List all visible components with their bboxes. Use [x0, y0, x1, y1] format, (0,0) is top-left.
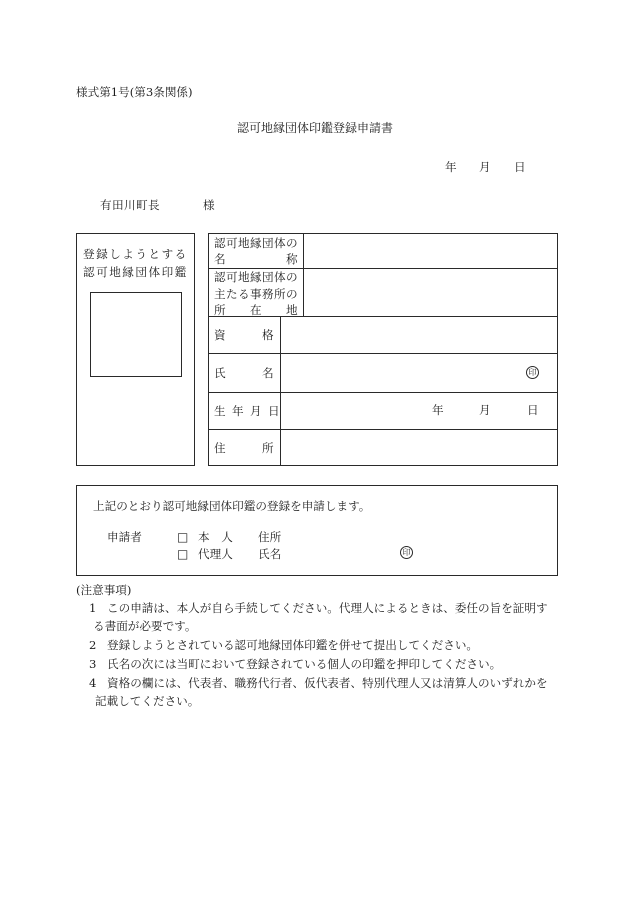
name-label-cell	[209, 354, 281, 392]
note-text: 資格の欄には、代表者、職務代行者、仮代表者、特別代理人又は清算人のいずれかを	[107, 676, 548, 690]
applicant-label: 申請者	[107, 530, 142, 544]
group-name-label	[209, 234, 304, 268]
address-label: 住 所	[214, 440, 274, 455]
note-number: 3	[89, 657, 97, 671]
addressee-name: 有田川町長	[100, 198, 160, 212]
application-declaration-box	[76, 485, 558, 576]
applicant-seal-mark: 印	[400, 546, 413, 559]
row-address	[209, 430, 557, 465]
row-representative-name	[209, 354, 557, 393]
birthdate-day-label: 日	[527, 403, 539, 417]
note-text: 氏名の次には当町において登録されている個人の印鑑を押印してください。	[107, 657, 502, 671]
notes-heading: (注意事項)	[76, 583, 132, 597]
agent-checkbox: □	[177, 547, 189, 561]
note-text-continued: る書面が必要です。	[93, 619, 197, 633]
birthdate-label-cell	[209, 393, 286, 429]
qualification-label-cell	[209, 317, 281, 353]
address-label-cell	[209, 430, 281, 465]
office-location-label-line3: 所 在 地	[214, 303, 298, 317]
date-day-label: 日	[514, 160, 526, 174]
seal-box-caption-line1: 登録しようとする	[83, 247, 188, 261]
qualification-label: 資 格	[214, 328, 274, 342]
seal-impression-area	[90, 292, 182, 377]
date-month-label: 月	[479, 160, 491, 174]
self-option-label: 本 人	[198, 530, 233, 544]
group-name-value-cell	[304, 234, 557, 268]
birthdate-value-cell	[281, 393, 557, 429]
note-text: この申請は、本人が自ら手続してください。代理人によるときは、委任の旨を証明す	[107, 601, 548, 615]
form-title: 認可地縁団体印鑑登録申請書	[236, 121, 393, 135]
applicant-address-label: 住所	[258, 530, 282, 544]
birthdate-month-label: 月	[479, 403, 491, 417]
qualification-value-cell	[281, 317, 557, 353]
group-info-table	[208, 233, 558, 466]
name-label: 氏 名	[214, 366, 274, 380]
self-checkbox: □	[177, 530, 189, 544]
note-text-continued: 記載してください。	[95, 694, 200, 708]
office-location-label	[209, 269, 304, 316]
seal-box-caption-line2: 認可地縁団体印鑑	[83, 265, 188, 279]
address-value-cell	[281, 430, 557, 465]
note-number: 4	[89, 676, 97, 690]
row-group-name	[209, 234, 557, 269]
group-name-label-line2: 名 称	[214, 252, 298, 266]
note-number: 1	[89, 601, 97, 615]
row-office-location	[209, 269, 557, 317]
birthdate-label: 生年月日	[214, 404, 286, 418]
office-location-label-line1: 認可地縁団体の	[214, 270, 298, 284]
name-seal-mark: 印	[526, 366, 539, 379]
name-value-cell	[281, 354, 557, 392]
addressee-honorific: 様	[203, 198, 215, 212]
row-qualification	[209, 317, 557, 354]
declaration-text: 上記のとおり認可地縁団体印鑑の登録を申請します。	[93, 499, 371, 513]
agent-option-label: 代理人	[198, 547, 233, 561]
office-location-label-line2: 主たる事務所の	[214, 286, 298, 301]
office-location-value-cell	[304, 269, 557, 316]
note-number: 2	[89, 638, 97, 652]
seal-impression-box	[76, 233, 195, 466]
form-number: 様式第1号(第3条関係)	[76, 85, 193, 99]
date-year-label: 年	[445, 160, 457, 174]
applicant-name-label: 氏名	[258, 547, 282, 561]
group-name-label-line1: 認可地縁団体の	[214, 236, 298, 250]
row-birthdate	[209, 393, 557, 430]
note-text: 登録しようとされている認可地縁団体印鑑を併せて提出してください。	[107, 638, 479, 652]
birthdate-year-label: 年	[432, 403, 444, 417]
